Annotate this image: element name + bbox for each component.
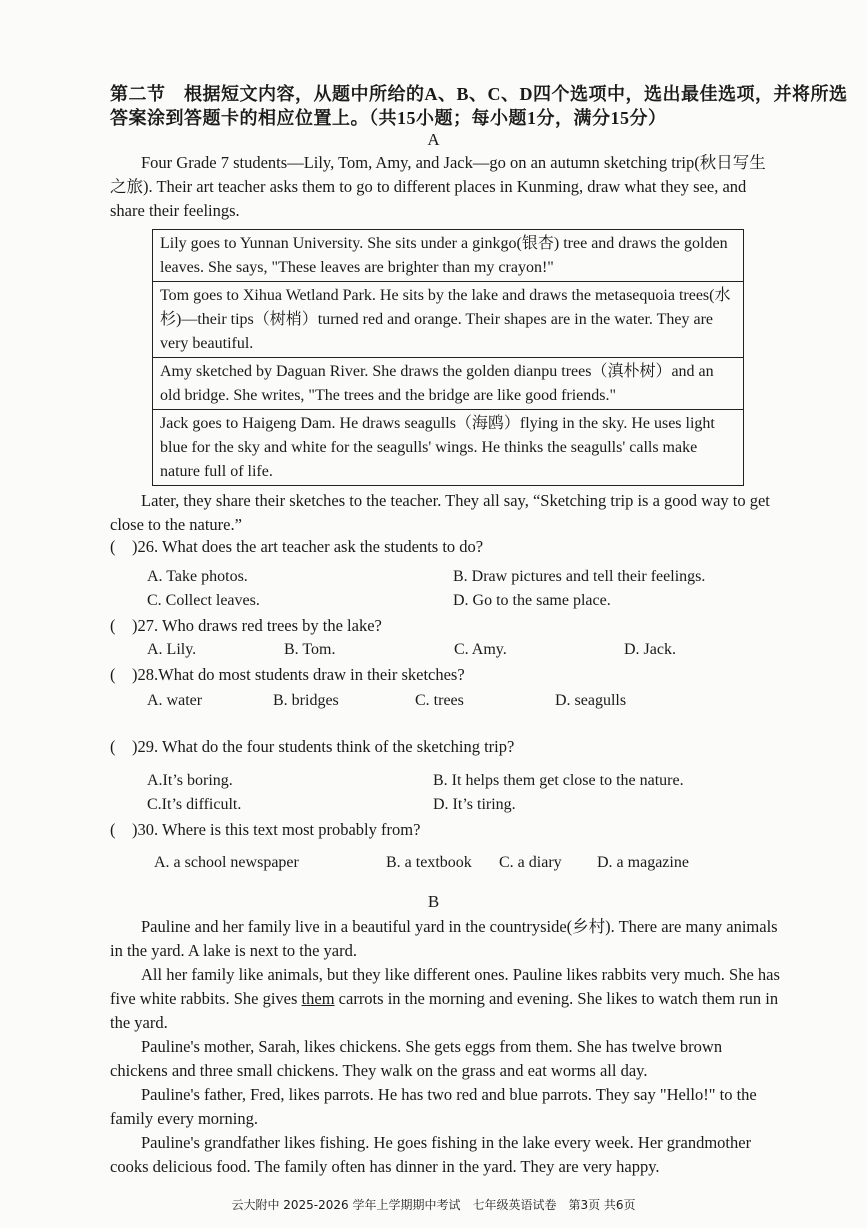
q30-option-b: B. a textbook	[386, 854, 472, 871]
answer-bracket: (	[110, 737, 116, 756]
question-stem: )29. What do the four students think of the sketching trip?	[132, 737, 515, 756]
q30-option-c: C. a diary	[499, 854, 562, 871]
question-28	[110, 665, 465, 685]
question-stem: )27. Who draws red trees by the lake?	[132, 616, 382, 635]
question-29	[110, 737, 514, 757]
passage-b-paragraph-2	[110, 963, 780, 1035]
table-row-lily: Lily goes to Yunnan University. She sits under a ginkgo(银杏) tree and draws the golden leaves. She says, "These leaves are brighter than my crayon!"	[153, 230, 743, 282]
section-header-line1: 第二节 根据短文内容，从题中所给的A、B、C、D四个选项中，选出最佳选项，并将所选	[110, 84, 848, 104]
sketch-table	[152, 229, 744, 486]
q27-option-d: D. Jack.	[624, 641, 676, 658]
table-row-amy: Amy sketched by Daguan River. She draws the golden dianpu trees（滇朴树）and an old bridge. She writes, "The trees and the bridge are like good friends."	[153, 358, 743, 410]
answer-bracket: (	[110, 665, 116, 684]
q30-option-d: D. a magazine	[597, 854, 689, 871]
q26-option-b: B. Draw pictures and tell their feelings.	[453, 568, 706, 585]
passage-a-intro: Four Grade 7 students—Lily, Tom, Amy, and Jack—go on an autumn sketching trip(秋日写生之旅). Their art teacher asks them to go to different places in Kunming, draw what they see, and share their feelings.	[110, 153, 766, 220]
answer-bracket: (	[110, 820, 116, 839]
passage-a-conclusion: Later, they share their sketches to the teacher. They all say, “Sketching trip is a good way to get close to the nature.”	[110, 491, 770, 534]
question-stem: )26. What does the art teacher ask the students to do?	[132, 537, 484, 556]
underlined-word: them	[301, 989, 335, 1008]
passage-b-paragraph-1: Pauline and her family live in a beautiful yard in the countryside(乡村). There are many animals in the yard. A lake is next to the yard.	[110, 917, 778, 960]
q28-option-b: B. bridges	[273, 692, 339, 709]
question-stem: )30. Where is this text most probably from?	[132, 820, 421, 839]
passage-b-paragraph-5: Pauline's grandfather likes fishing. He goes fishing in the lake every week. Her grandmother cooks delicious food. The family often has dinner in the yard. They are very happy.	[110, 1133, 752, 1176]
passage-b-label: B	[427, 892, 440, 911]
q29-option-d: D. It’s tiring.	[433, 796, 516, 813]
question-26	[110, 537, 483, 557]
q26-option-c: C. Collect leaves.	[147, 592, 260, 609]
q26-option-d: D. Go to the same place.	[453, 592, 611, 609]
q29-option-a: A.It’s boring.	[147, 772, 233, 789]
q26-option-a: A. Take photos.	[147, 568, 248, 585]
p2-text-after: carrots in the morning and evening. She likes to watch them run in the yard.	[110, 989, 779, 1032]
question-stem: )28.What do most students draw in their sketches?	[132, 665, 465, 684]
question-27	[110, 616, 382, 636]
passage-b-paragraph-3: Pauline's mother, Sarah, likes chickens. She gets eggs from them. She has twelve brown chickens and three small chickens. They walk on the grass and eat worms all day.	[110, 1037, 723, 1080]
page-footer: 云大附中 2025-2026 学年上学期期中考试 七年级英语试卷 第3页 共6页	[231, 1198, 636, 1212]
table-row-jack: Jack goes to Haigeng Dam. He draws seagulls（海鸥）flying in the sky. He uses light blue for the sky and white for the seagulls' wings. He thinks the seagulls' calls make nature full of life.	[160, 415, 715, 480]
q29-option-c: C.It’s difficult.	[147, 796, 242, 813]
q29-option-b: B. It helps them get close to the nature.	[433, 772, 684, 789]
answer-bracket: (	[110, 616, 116, 635]
q28-option-d: D. seagulls	[555, 692, 627, 709]
q28-option-a: A. water	[147, 692, 203, 709]
section-header-line2: 答案涂到答题卡的相应位置上。（共15小题；每小题1分，满分15分）	[110, 108, 667, 128]
q27-option-a: A. Lily.	[147, 641, 197, 658]
passage-b-paragraph-4: Pauline's father, Fred, likes parrots. He has two red and blue parrots. They say "Hello!" to the family every morning.	[110, 1085, 757, 1128]
q27-option-c: C. Amy.	[454, 641, 507, 658]
q27-option-b: B. Tom.	[284, 641, 336, 658]
table-row-tom: Tom goes to Xihua Wetland Park. He sits by the lake and draws the metasequoia trees(水杉)—their tips（树梢）turned red and orange. Their shapes are in the water. They are very beautiful.	[153, 282, 743, 358]
q30-option-a: A. a school newspaper	[154, 854, 299, 871]
q28-option-c: C. trees	[415, 692, 464, 709]
answer-bracket: (	[110, 537, 116, 556]
question-30	[110, 820, 420, 840]
p2-text-before: All her family like animals, but they like different ones. Pauline likes rabbits very much. She has five white rabbits. She gives	[110, 965, 780, 1008]
passage-a-label: A	[427, 130, 440, 149]
